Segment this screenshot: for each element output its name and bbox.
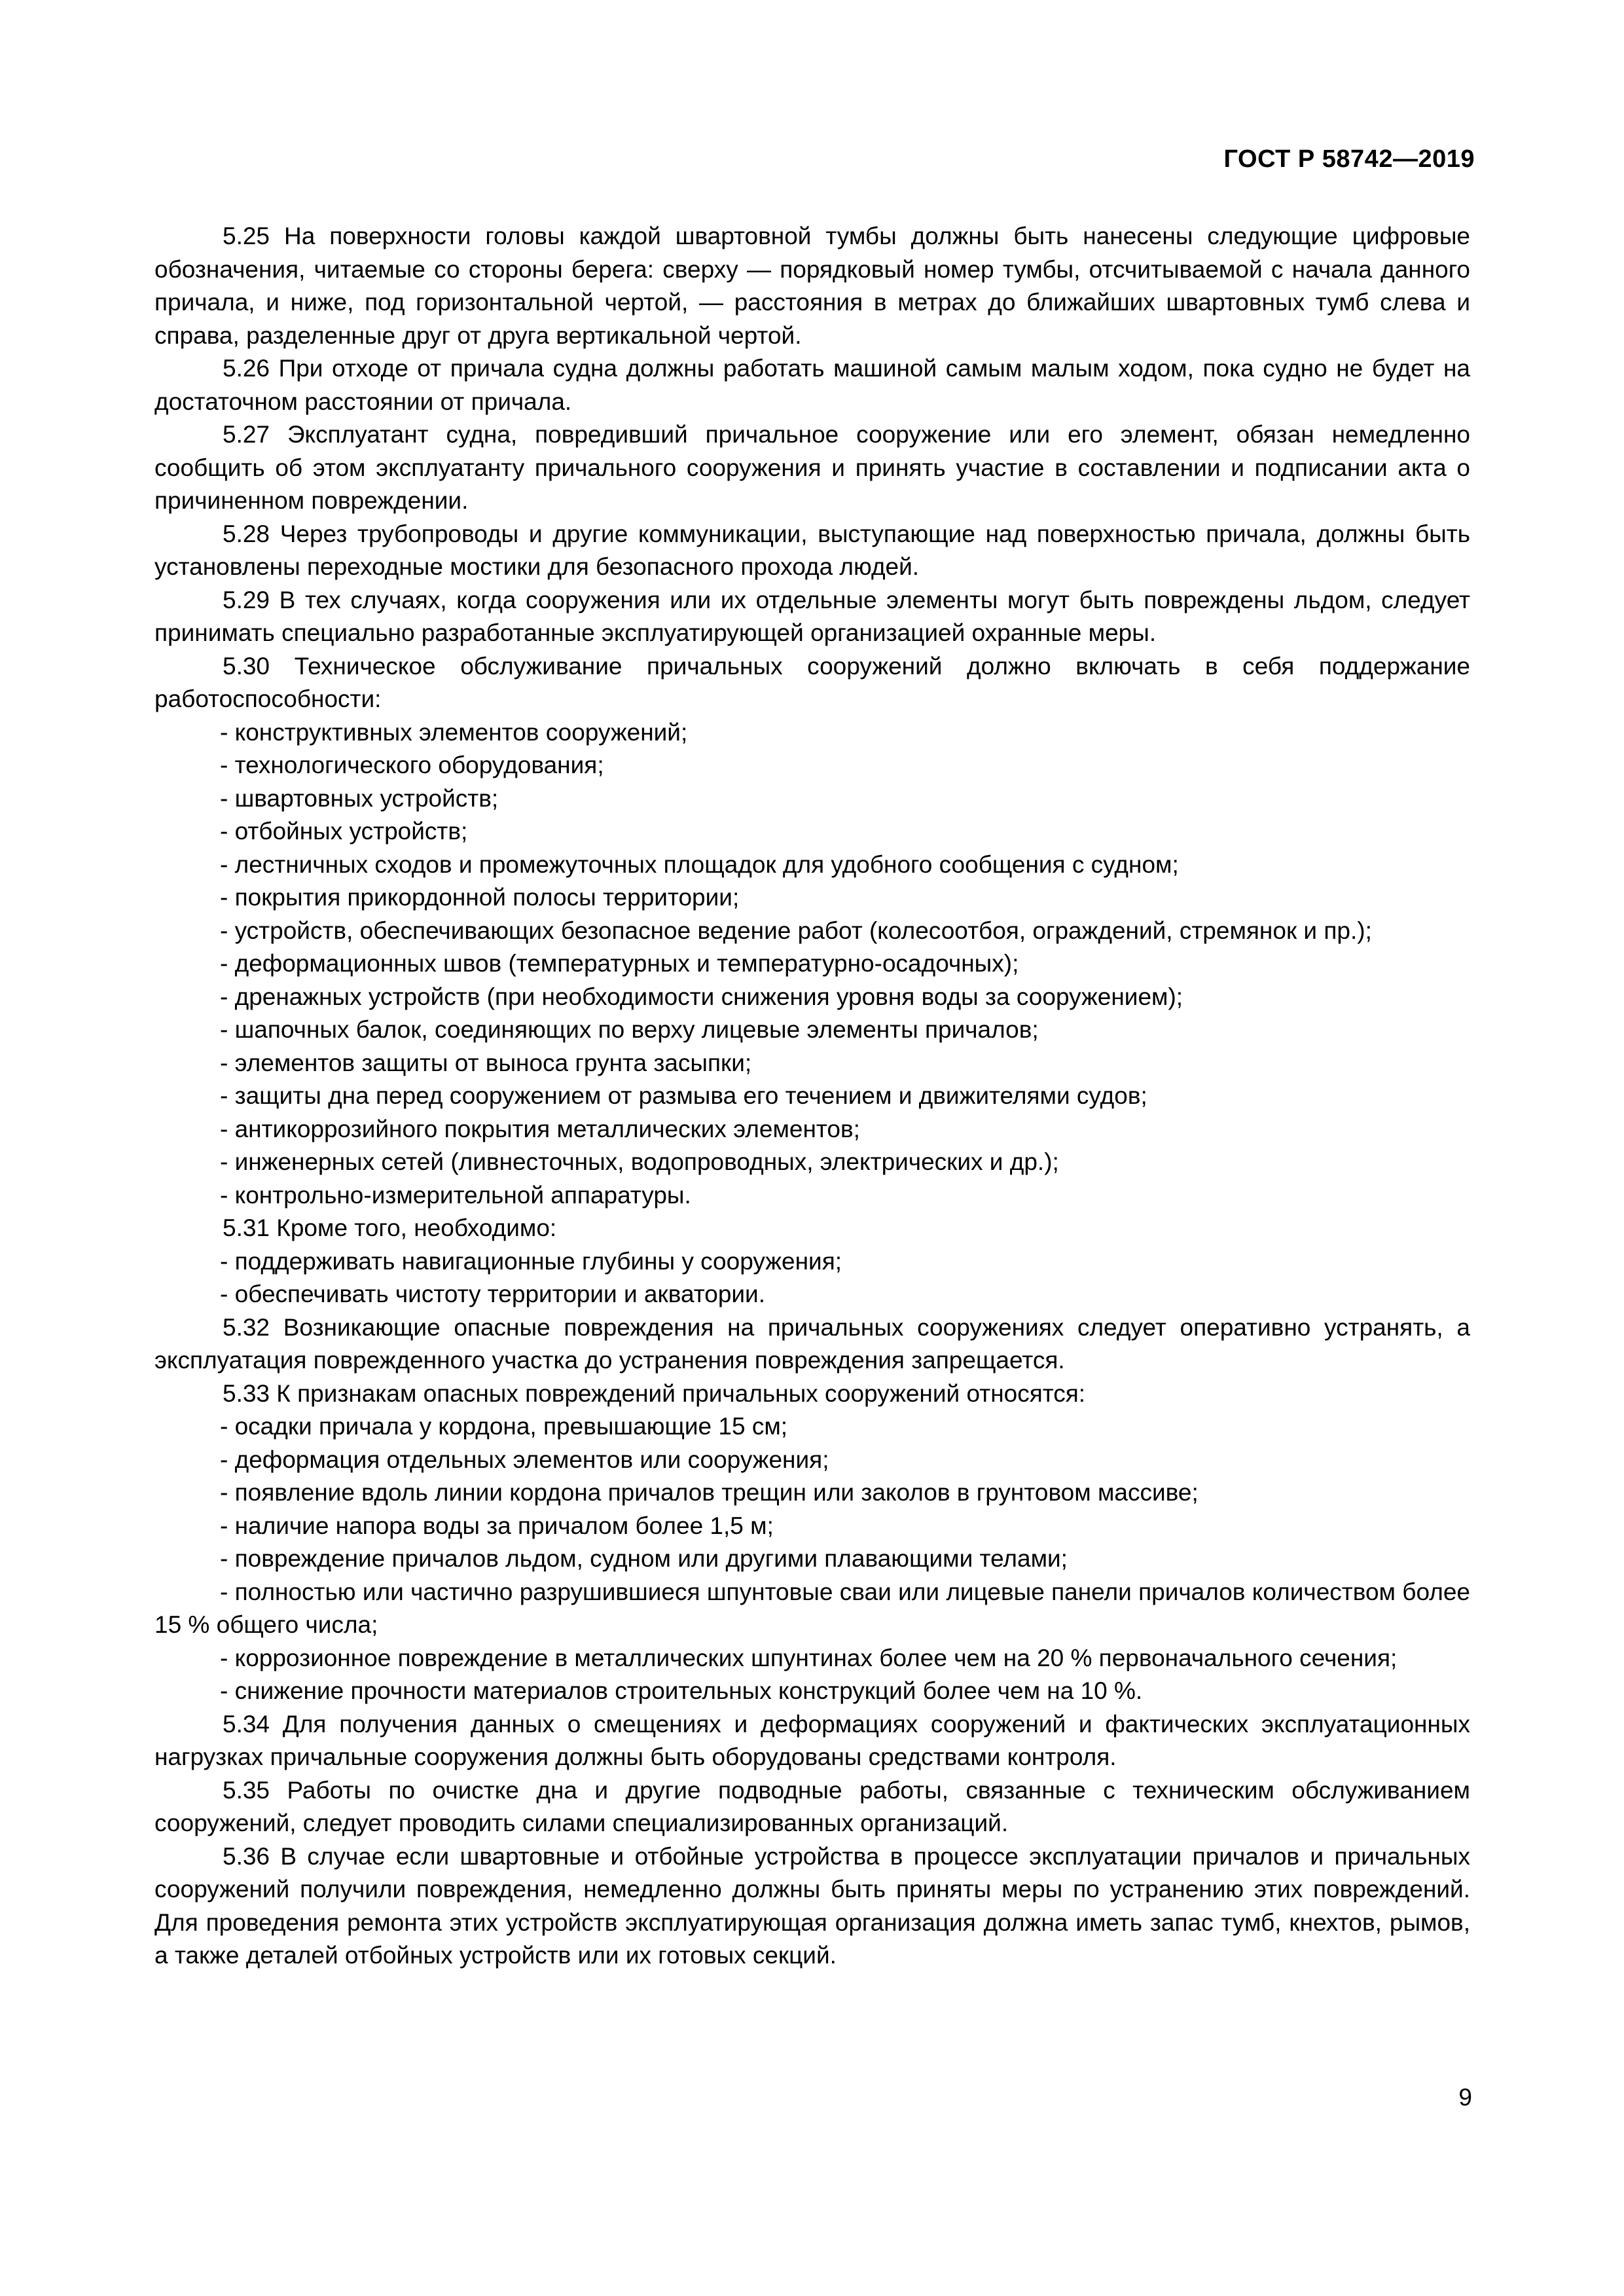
clause-5-36: 5.36 В случае если швартовные и отбойные устройства в процессе эксплуатации причалов и причальных сооружений получили повреждения, немедленно должны быть приняты меры по устранению этих повреждений. Для проведения ремонта этих устройств эксплуатирующая организация должна иметь запас тумб, кнехтов, рымов, а также деталей отбойных устройств или их готовых секций. [154, 1842, 1470, 1969]
list-item: - поддерживать навигационные глубины у сооружения; [220, 1247, 842, 1275]
page-number: 9 [1458, 2084, 1472, 2111]
list-item: - инженерных сетей (ливнесточных, водопроводных, электрических и др.); [220, 1148, 1059, 1175]
list-item: - технологического оборудования; [220, 752, 604, 778]
list-item: - повреждение причалов льдом, судном или другими плавающими телами; [220, 1545, 1068, 1572]
clause-5-26: 5.26 При отходе от причала судна должны работать машиной самым малым ходом, пока судно не будет на достаточном расстоянии от причала. [154, 355, 1470, 415]
clause-5-34: 5.34 Для получения данных о смещениях и деформациях сооружений и фактических эксплуатационных нагрузках причальные сооружения должны быть оборудованы средствами контроля. [154, 1710, 1470, 1770]
list-item: - устройств, обеспечивающих безопасное ведение работ (колесоотбоя, ограждений, стремянок и пр.); [220, 917, 1372, 944]
clause-5-33: 5.33 К признакам опасных повреждений причальных сооружений относятся: [223, 1379, 1086, 1407]
clause-5-35: 5.35 Работы по очистке дна и другие подводные работы, связанные с техническим обслуживанием сооружений, следует проводить силами специализированных организаций. [154, 1776, 1470, 1836]
list-item: - дренажных устройств (при необходимости снижения уровня воды за сооружением); [220, 983, 1183, 1010]
list-item: - элементов защиты от выноса грунта засыпки; [220, 1049, 752, 1076]
list-item: - снижение прочности материалов строительных конструкций более чем на 10 %. [220, 1677, 1143, 1704]
list-item: - деформационных швов (температурных и температурно-осадочных); [220, 950, 1019, 977]
document-body [154, 220, 1470, 1973]
clause-5-30-list [154, 716, 1470, 1212]
clause-5-29: 5.29 В тех случаях, когда сооружения или их отдельные элементы могут быть повреждены льдом, следует принимать специально разработанные эксплуатирующей организацией охранные меры. [154, 586, 1470, 646]
clause-5-31-list [154, 1245, 1470, 1311]
standard-number-header: ГОСТ Р 58742—2019 [1223, 145, 1475, 173]
list-item: - появление вдоль линии кордона причалов трещин или заколов в грунтовом массиве; [220, 1479, 1199, 1506]
clause-5-25: 5.25 На поверхности головы каждой швартовной тумбы должны быть нанесены следующие цифровые обозначения, читаемые со стороны берега: сверху — порядковый номер тумбы, отсчитываемой с начала данного причала, и ниже, под горизонтальной чертой, — расстояния в метрах до ближайших швартовных тумб слева и справа, разделенные друг от друга вертикальной чертой. [154, 223, 1470, 349]
list-item: - покрытия прикордонной полосы территории; [220, 884, 740, 911]
list-item: - шапочных балок, соединяющих по верху лицевые элементы причалов; [220, 1016, 1039, 1043]
list-item: - контрольно-измерительной аппаратуры. [220, 1181, 691, 1209]
list-item: - отбойных устройств; [220, 818, 468, 845]
list-item: - полностью или частично разрушившиеся шпунтовые сваи или лицевые панели причалов количеством более 15 % общего числа; [154, 1578, 1470, 1638]
list-item: - наличие напора воды за причалом более 1,5 м; [220, 1512, 774, 1539]
list-item: - деформация отдельных элементов или сооружения; [220, 1446, 829, 1473]
list-item: - антикоррозийного покрытия металлических элементов; [220, 1115, 860, 1142]
clause-5-31: 5.31 Кроме того, необходимо: [223, 1214, 557, 1241]
clause-5-27: 5.27 Эксплуатант судна, повредивший причальное сооружение или его элемент, обязан немедленно сообщить об этом эксплуатанту причального сооружения и принять участие в составлении и подписании акта о причиненном повреждении. [154, 421, 1470, 514]
clause-5-32: 5.32 Возникающие опасные повреждения на причальных сооружениях следует оперативно устранять, а эксплуатация поврежденного участка до устранения повреждения запрещается. [154, 1313, 1470, 1374]
list-item: - конструктивных элементов сооружений; [220, 718, 688, 746]
list-item: - осадки причала у кордона, превышающие 15 см; [220, 1413, 788, 1440]
list-item: - обеспечивать чистоту территории и акватории. [220, 1281, 766, 1307]
clause-5-28: 5.28 Через трубопроводы и другие коммуникации, выступающие над поверхностью причала, должны быть установлены переходные мостики для безопасного прохода людей. [154, 520, 1470, 580]
list-item: - защиты дна перед сооружением от размыва его течением и движителями судов; [220, 1082, 1147, 1109]
list-item: - швартовных устройств; [220, 784, 499, 812]
list-item: - лестничных сходов и промежуточных площадок для удобного сообщения с судном; [220, 850, 1179, 878]
clause-5-30: 5.30 Техническое обслуживание причальных сооружений должно включать в себя поддержание работоспособности: [154, 652, 1470, 712]
clause-5-33-list [154, 1410, 1470, 1708]
list-item: - коррозионное повреждение в металлических шпунтинах более чем на 20 % первоначального сечения; [220, 1644, 1398, 1671]
